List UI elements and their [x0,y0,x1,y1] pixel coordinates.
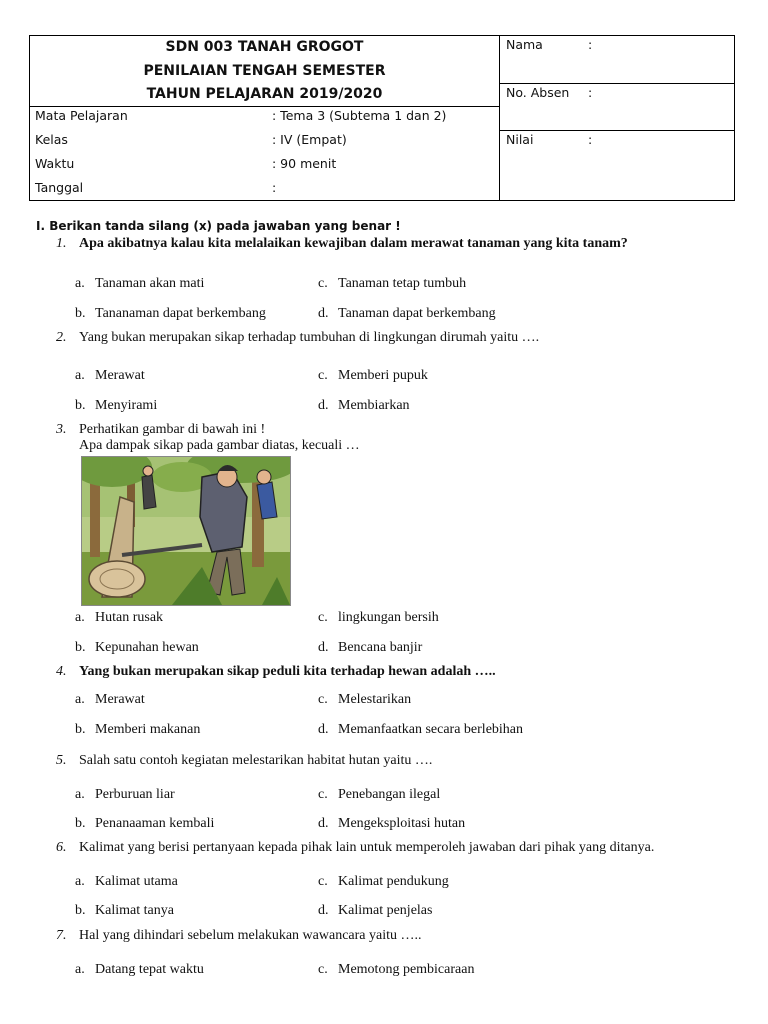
question-text: Yang bukan merupakan sikap terhadap tumbuhan di lingkungan dirumah yaitu …. [79,330,540,345]
absen-label: No. Absen [506,85,570,100]
option-a[interactable]: a. Merawat [75,368,145,383]
forest-logging-image [82,457,290,605]
option-d[interactable]: d. Memanfaatkan secara berlebihan [318,722,524,737]
option-b[interactable]: b. Tananaman dapat berkembang [75,306,266,321]
question-number: 3. [56,422,67,437]
option-a[interactable]: a. Merawat [75,692,145,707]
absen-field[interactable] [499,84,735,131]
title-block [30,36,499,107]
option-c[interactable]: c. lingkungan bersih [318,610,439,625]
option-b[interactable]: b. Penanaaman kembali [75,816,215,831]
question-text: Salah satu contoh kegiatan melestarikan habitat hutan yaitu …. [79,753,433,768]
option-d[interactable]: d. Tanaman dapat berkembang [318,306,496,321]
date-value: : [272,180,277,195]
question-3-subtext: Apa dampak sikap pada gambar diatas, kecuali … [79,438,360,453]
question-text: Perhatikan gambar di bawah ini ! [79,422,266,437]
name-label: Nama [506,37,543,52]
option-c[interactable]: c. Melestarikan [318,692,412,707]
option-d[interactable]: d. Kalimat penjelas [318,903,433,918]
option-c[interactable]: c. Penebangan ilegal [318,787,441,802]
option-b[interactable]: b. Kepunahan hewan [75,640,199,655]
class-label: Kelas [35,132,68,147]
option-a[interactable]: a. Datang tepat waktu [75,962,204,977]
question-number: 4. [56,664,67,679]
question-number: 5. [56,753,67,768]
option-d[interactable]: d. Mengeksploitasi hutan [318,816,466,831]
school-year: TAHUN PELAJARAN 2019/2020 [146,86,383,102]
score-field[interactable] [499,131,735,201]
option-b[interactable]: b. Menyirami [75,398,158,413]
option-a[interactable]: a. Tanaman akan mati [75,276,205,291]
instruction-text: I. Berikan tanda silang (x) pada jawaban yang benar ! [36,219,401,233]
option-a[interactable]: a. Kalimat utama [75,874,178,889]
exam-header-table [29,35,735,201]
school-name: SDN 003 TANAH GROGOT [165,39,364,55]
question-number: 6. [56,840,67,855]
option-c[interactable]: c. Kalimat pendukung [318,874,449,889]
question-number: 2. [56,330,67,345]
option-a[interactable]: a. Hutan rusak [75,610,164,625]
question-number: 1. [56,236,67,251]
option-c[interactable]: c. Memberi pupuk [318,368,428,383]
option-b[interactable]: b. Memberi makanan [75,722,201,737]
name-colon: : [588,37,593,52]
option-c[interactable]: c. Tanaman tetap tumbuh [318,276,467,291]
option-a[interactable]: a. Perburuan liar [75,787,175,802]
class-value: : IV (Empat) [272,132,347,147]
exam-title: PENILAIAN TENGAH SEMESTER [143,63,386,79]
subject-label: Mata Pelajaran [35,108,128,123]
option-d[interactable]: d. Membiarkan [318,398,410,413]
absen-colon: : [588,85,593,100]
time-label: Waktu [35,156,75,171]
question-text: Hal yang dihindari sebelum melakukan wawancara yaitu ….. [79,928,422,943]
score-label: Nilai [506,132,534,147]
header-left-section [30,36,500,200]
score-colon: : [588,132,593,147]
question-text: Apa akibatnya kalau kita melalaikan kewajiban dalam merawat tanaman yang kita tanam? [79,236,628,251]
name-field[interactable] [499,36,735,84]
question-number: 7. [56,928,67,943]
time-value: : 90 menit [272,156,337,171]
option-c[interactable]: c. Memotong pembicaraan [318,962,475,977]
subject-value: : Tema 3 (Subtema 1 dan 2) [272,108,447,123]
date-label: Tanggal [35,180,84,195]
logging-illustration [81,456,291,606]
question-text: Kalimat yang berisi pertanyaan kepada pihak lain untuk memperoleh jawaban dari pihak yang ditanya. [79,840,655,855]
option-d[interactable]: d. Bencana banjir [318,640,423,655]
question-text: Yang bukan merupakan sikap peduli kita terhadap hewan adalah ….. [79,664,496,679]
option-b[interactable]: b. Kalimat tanya [75,903,174,918]
